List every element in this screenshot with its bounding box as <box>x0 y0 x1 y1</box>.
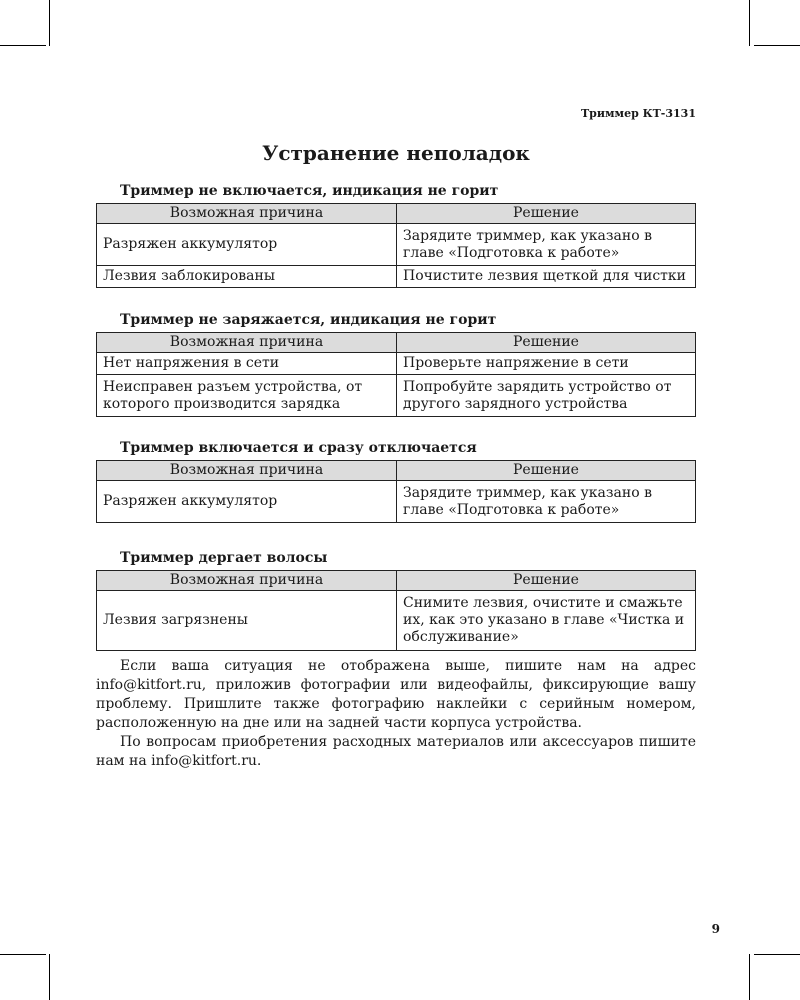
solution-cell: Проверьте напряжение в сети <box>397 353 696 375</box>
section-not-turning-on <box>96 182 695 288</box>
crop-mark <box>49 0 50 46</box>
section-heading: Триммер не заряжается, индикация не горит <box>120 312 497 328</box>
section-heading: Триммер дергает волосы <box>120 550 328 566</box>
cause-cell: Неисправен разъем устройства, от которого производится зарядка <box>97 375 397 417</box>
column-header-cause: Возможная причина <box>97 204 397 224</box>
solution-cell: Снимите лезвия, очистите и смажьте их, как это указано в главе «Чистка и обслуживание» <box>397 591 696 651</box>
crop-mark <box>754 45 800 46</box>
running-header: Триммер КТ-3131 <box>580 107 696 120</box>
troubleshooting-table <box>96 460 696 523</box>
section-not-charging <box>96 311 695 417</box>
crop-mark <box>0 45 46 46</box>
table-header-row <box>97 571 696 591</box>
table-header-row <box>97 461 696 481</box>
cause-cell: Разряжен аккумулятор <box>97 224 397 266</box>
table-row <box>97 266 696 288</box>
column-header-cause: Возможная причина <box>97 571 397 591</box>
crop-mark <box>749 0 750 46</box>
contact-info <box>96 657 696 771</box>
column-header-cause: Возможная причина <box>97 461 397 481</box>
table-header-row <box>97 333 696 353</box>
troubleshooting-table <box>96 332 696 417</box>
table-row <box>97 224 696 266</box>
solution-cell: Зарядите триммер, как указано в главе «Подготовка к работе» <box>397 481 696 523</box>
column-header-solution: Решение <box>397 204 696 224</box>
cause-cell: Лезвия заблокированы <box>97 266 397 288</box>
solution-cell: Почистите лезвия щеткой для чистки <box>397 266 696 288</box>
table-row <box>97 481 696 523</box>
paragraph: По вопросам приобретения расходных материалов или аксессуаров пишите нам на info@kitfort.ru. <box>96 734 696 769</box>
cause-cell: Лезвия загрязнены <box>97 591 397 651</box>
cause-cell: Разряжен аккумулятор <box>97 481 397 523</box>
column-header-solution: Решение <box>397 333 696 353</box>
crop-mark <box>49 954 50 1000</box>
troubleshooting-table <box>96 570 696 651</box>
section-turns-off <box>96 439 695 523</box>
page-number: 9 <box>711 922 720 936</box>
column-header-solution: Решение <box>397 461 696 481</box>
solution-cell: Зарядите триммер, как указано в главе «Подготовка к работе» <box>397 224 696 266</box>
crop-mark <box>749 954 750 1000</box>
section-heading: Триммер включается и сразу отключается <box>120 440 477 456</box>
table-row <box>97 591 696 651</box>
crop-mark <box>754 954 800 955</box>
cause-cell: Нет напряжения в сети <box>97 353 397 375</box>
troubleshooting-table <box>96 203 696 288</box>
table-row <box>97 353 696 375</box>
page-title: Устранение неполадок <box>262 141 530 165</box>
column-header-solution: Решение <box>397 571 696 591</box>
section-pulls-hair <box>96 549 695 651</box>
table-row <box>97 375 696 417</box>
table-header-row <box>97 204 696 224</box>
solution-cell: Попробуйте зарядить устройство от другого зарядного устройства <box>397 375 696 417</box>
paragraph: Если ваша ситуация не отображена выше, пишите нам на адрес info@kitfort.ru, приложив фотографии или видеофайлы, фиксирующие вашу проблему. Пришлите также фотографию наклейки с серийным номером, расположенную на дне или на задней части корпуса устройства. <box>96 658 696 731</box>
column-header-cause: Возможная причина <box>97 333 397 353</box>
section-heading: Триммер не включается, индикация не горит <box>120 183 499 199</box>
crop-mark <box>0 954 46 955</box>
